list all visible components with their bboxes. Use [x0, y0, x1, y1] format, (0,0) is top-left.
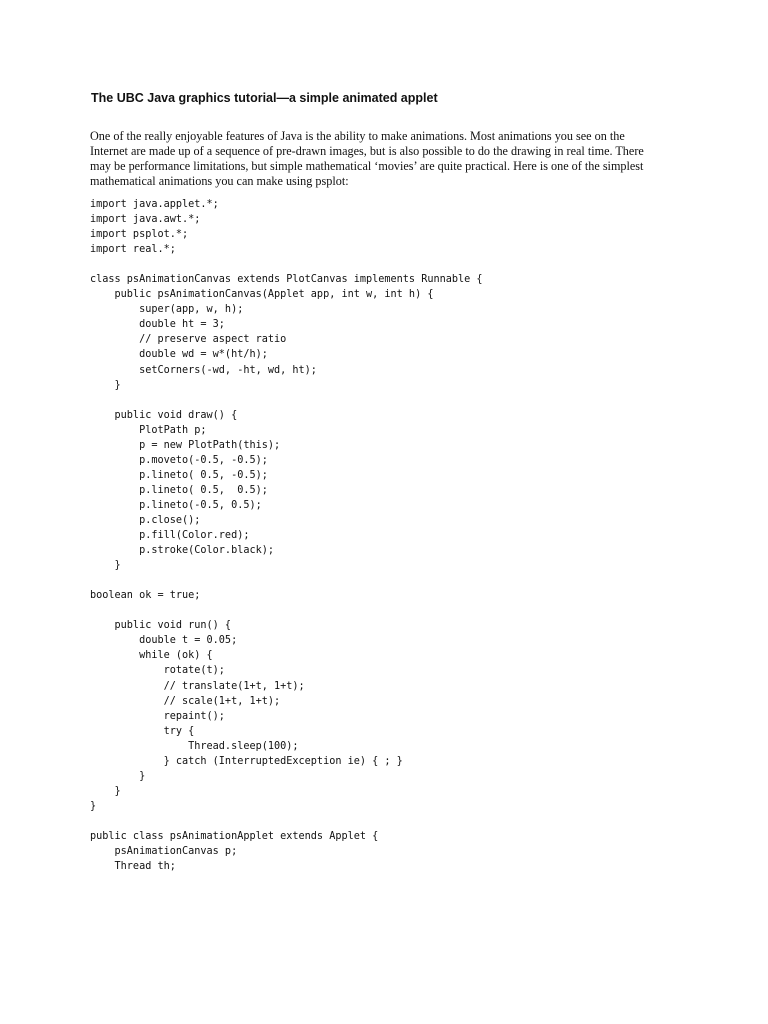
code-line: psAnimationCanvas p;: [90, 846, 238, 858]
code-line: p.moveto(-0.5, -0.5);: [90, 454, 268, 466]
code-line: }: [90, 560, 121, 572]
code-line: while (ok) {: [90, 650, 213, 662]
code-line: public class psAnimationApplet extends Applet {: [90, 830, 379, 842]
code-line: p.lineto( 0.5, -0.5);: [90, 469, 268, 481]
code-line: p = new PlotPath(this);: [90, 439, 281, 451]
code-line: p.fill(Color.red);: [90, 530, 250, 542]
code-line: // translate(1+t, 1+t);: [90, 680, 305, 692]
code-line: import real.*;: [90, 244, 176, 256]
code-line: }: [90, 770, 146, 782]
code-line: Thread.sleep(100);: [90, 740, 299, 752]
code-line: import java.applet.*;: [90, 199, 219, 210]
code-line: p.lineto( 0.5, 0.5);: [90, 484, 268, 496]
page-title: The UBC Java graphics tutorial—a simple animated applet: [91, 91, 438, 105]
code-line: [90, 573, 730, 588]
code-line: p.stroke(Color.black);: [90, 545, 275, 557]
code-line: import java.awt.*;: [90, 214, 201, 226]
intro-line: Internet are made up of a sequence of pre-drawn images, but is also possible to do the drawing in real time. There: [90, 144, 644, 158]
code-line: [90, 814, 730, 829]
code-line: super(app, w, h);: [90, 304, 244, 316]
code-line: // scale(1+t, 1+t);: [90, 695, 281, 707]
code-line: p.close();: [90, 514, 201, 526]
code-listing: [90, 197, 730, 874]
code-line: } catch (InterruptedException ie) { ; }: [90, 755, 403, 767]
code-line: repaint();: [90, 710, 225, 722]
code-line: try {: [90, 725, 195, 737]
code-line: public void draw() {: [90, 409, 238, 421]
intro-line: mathematical animations you can make using psplot:: [90, 174, 349, 188]
code-line: public void run() {: [90, 620, 232, 632]
code-line: }: [90, 800, 97, 812]
code-line: [90, 603, 730, 618]
code-line: double ht = 3;: [90, 319, 225, 331]
code-line: PlotPath p;: [90, 424, 207, 436]
code-line: double wd = w*(ht/h);: [90, 349, 268, 361]
code-line: setCorners(-wd, -ht, wd, ht);: [90, 364, 317, 376]
code-line: [90, 257, 730, 272]
code-line: import psplot.*;: [90, 229, 189, 241]
code-line: }: [90, 785, 121, 797]
code-line: p.lineto(-0.5, 0.5);: [90, 499, 262, 511]
code-line: boolean ok = true;: [90, 590, 201, 602]
code-line: [90, 393, 730, 408]
code-line: // preserve aspect ratio: [90, 334, 287, 346]
code-line: Thread th;: [90, 861, 176, 873]
code-line: double t = 0.05;: [90, 635, 238, 647]
code-line: class psAnimationCanvas extends PlotCanvas implements Runnable {: [90, 274, 483, 286]
code-line: rotate(t);: [90, 665, 225, 677]
code-line: public psAnimationCanvas(Applet app, int w, int h) {: [90, 289, 434, 301]
intro-line: One of the really enjoyable features of Java is the ability to make animations. Most animations you see on the: [90, 129, 625, 143]
intro-line: may be performance limitations, but simple mathematical ‘movies’ are quite practical. Here is one of the simplest: [90, 159, 644, 173]
code-line: }: [90, 379, 121, 391]
intro-paragraph: [90, 129, 690, 189]
